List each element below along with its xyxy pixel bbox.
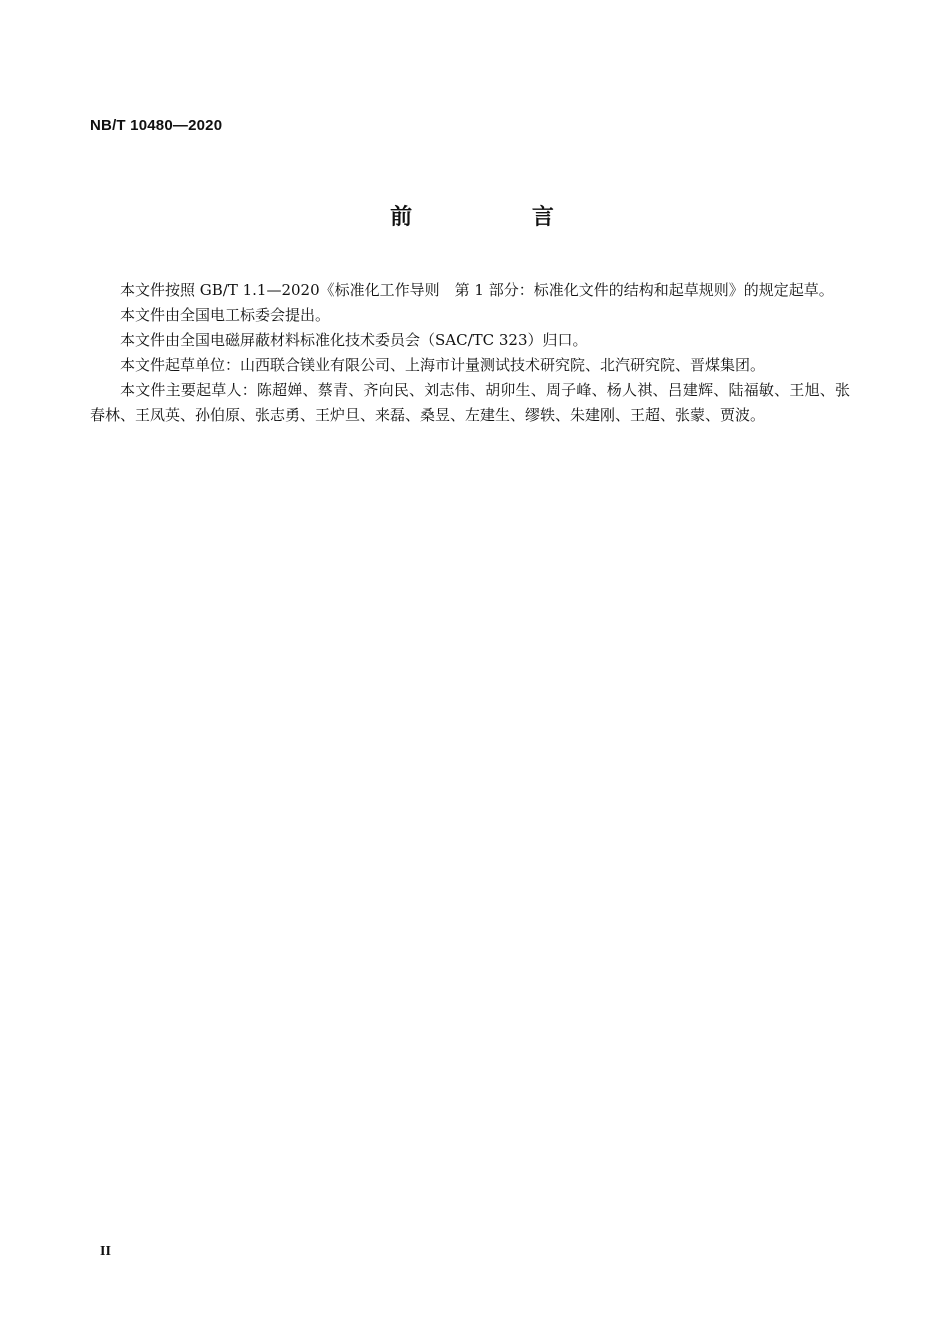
- foreword-body: [90, 278, 850, 428]
- page-number: II: [100, 1244, 111, 1259]
- paragraph-drafting-units: 本文件起草单位：山西联合镁业有限公司、上海市计量测试技术研究院、北汽研究院、晋煤集团。: [120, 356, 766, 374]
- page-title: 前 言: [390, 205, 610, 230]
- standard-code: NB/T 10480—2020: [90, 117, 223, 134]
- paragraph-proposer: 本文件由全国电工标委会提出。: [120, 306, 331, 324]
- paragraph-drafting-rules: 本文件按照 GB/T 1.1—2020《标准化工作导则 第 1 部分：标准化文件的结构和起草规则》的规定起草。: [120, 281, 834, 299]
- paragraph-drafters: 本文件主要起草人：陈超婵、蔡青、齐向民、刘志伟、胡卯生、周子峰、杨人祺、吕建辉、陆福敏、王旭、张春林、王凤英、孙伯原、张志勇、王炉旦、来磊、桑昱、左建生、缪轶、朱建刚、王超、张蒙、贾波。: [90, 381, 850, 424]
- paragraph-committee: 本文件由全国电磁屏蔽材料标准化技术委员会（SAC/TC 323）归口。: [120, 331, 588, 349]
